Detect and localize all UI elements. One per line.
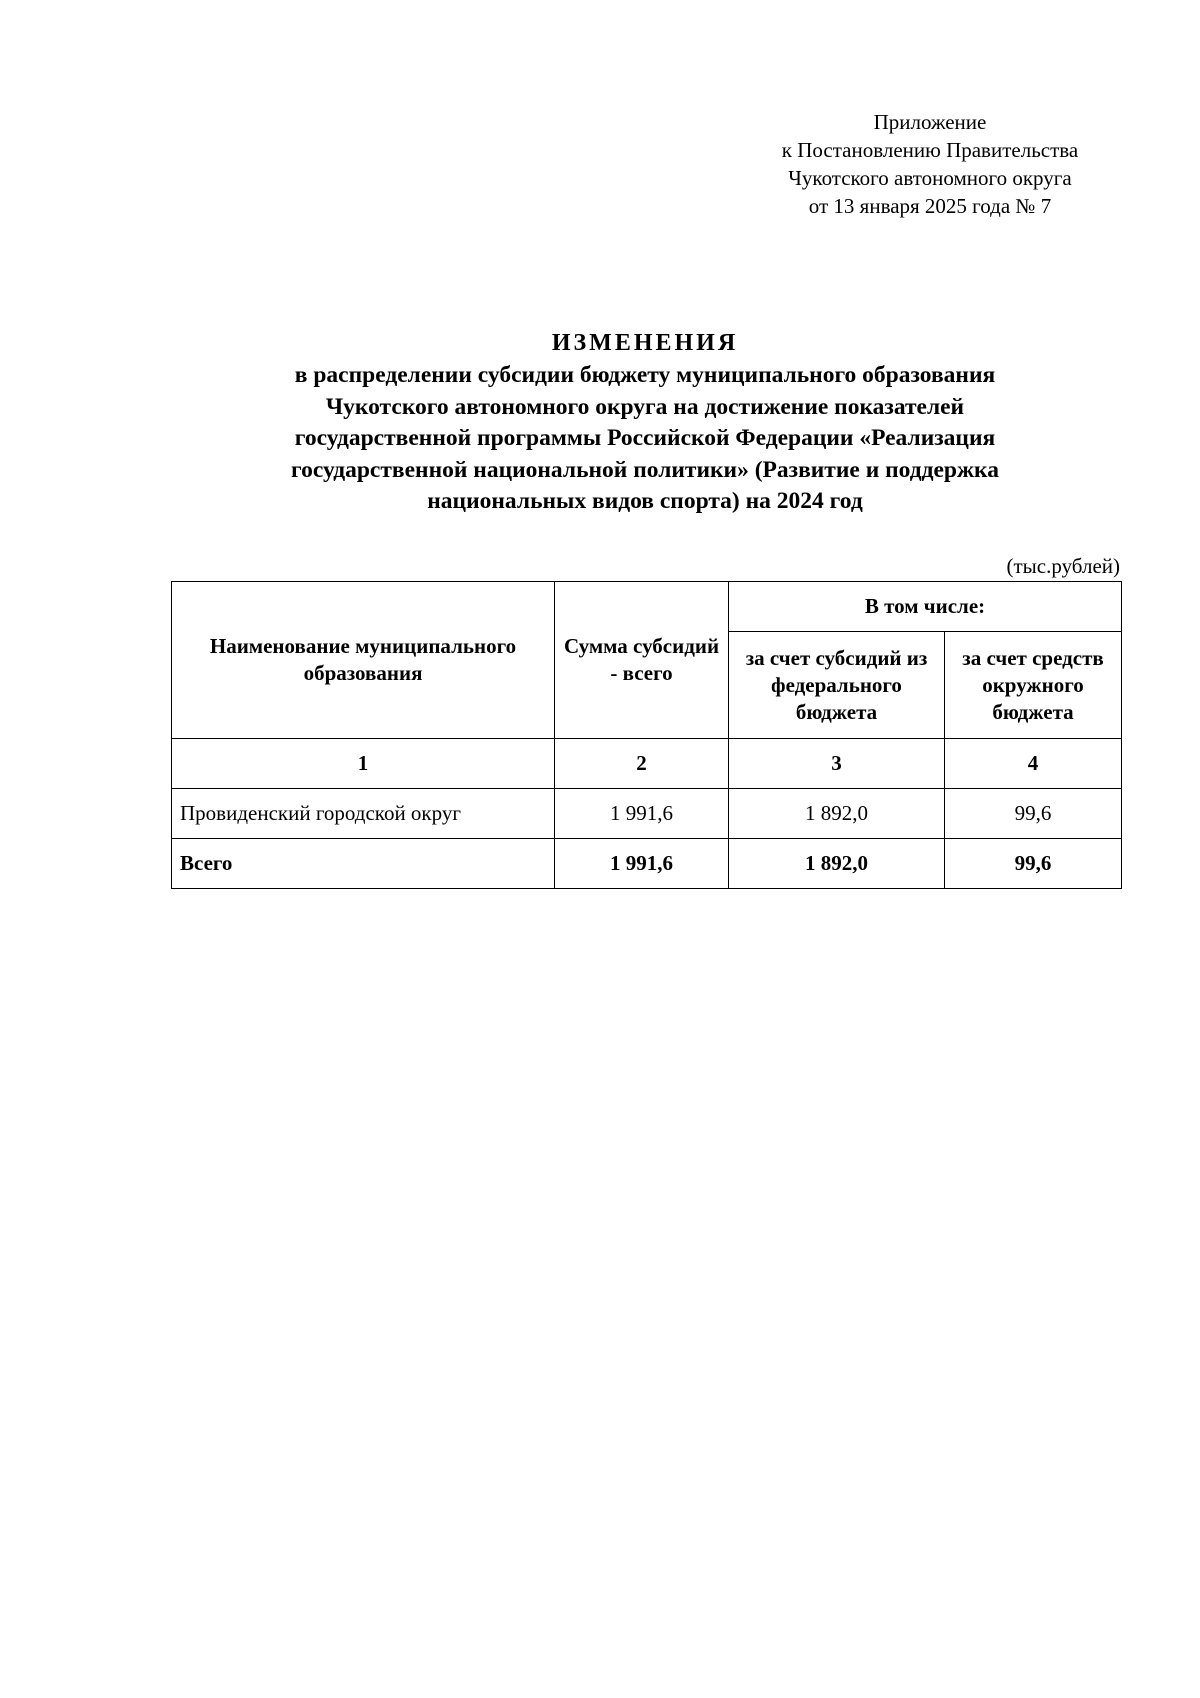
appendix-line: к Постановлению Правительства xyxy=(781,138,1079,162)
federal-value: 1 892,0 xyxy=(729,789,945,839)
total-row xyxy=(172,839,1122,889)
total-district: 99,6 xyxy=(945,839,1122,889)
header-row xyxy=(172,582,1122,632)
title-line: Чукотского автономного округа на достижение показателей xyxy=(325,393,965,420)
document-title xyxy=(170,326,1120,518)
column-number: 4 xyxy=(945,739,1122,789)
total-value: 1 991,6 xyxy=(555,789,729,839)
total-federal: 1 892,0 xyxy=(729,839,945,889)
appendix-header xyxy=(740,108,1120,220)
column-number-row xyxy=(172,739,1122,789)
header-federal: за счет субсидий из федерального бюджета xyxy=(729,632,945,739)
title-line: национальных видов спорта) на 2024 год xyxy=(427,488,863,514)
header-name: Наименование муниципального образования xyxy=(172,582,555,739)
appendix-line: Приложение xyxy=(873,110,987,134)
district-value: 99,6 xyxy=(945,789,1122,839)
title-line: государственной национальной политики» (Развитие и поддержка xyxy=(291,456,999,483)
header-district: за счет средств окружного бюджета xyxy=(945,632,1122,739)
subsidy-table xyxy=(171,581,1122,889)
table-row xyxy=(172,789,1122,839)
units-label: (тыс.рублей) xyxy=(1006,554,1120,578)
column-number: 2 xyxy=(555,739,729,789)
column-number: 3 xyxy=(729,739,945,789)
title-line: государственной программы Российской Федерации «Реализация xyxy=(294,425,996,451)
title-main: ИЗМЕНЕНИЯ xyxy=(551,330,739,356)
appendix-line: Чукотского автономного округа xyxy=(788,166,1072,190)
header-total: Сумма субсидий - всего xyxy=(555,582,729,739)
title-line: в распределении субсидии бюджету муниципального образования xyxy=(294,362,996,388)
municipality-name: Провиденский городской округ xyxy=(172,789,555,839)
total-label: Всего xyxy=(172,839,555,889)
column-number: 1 xyxy=(172,739,555,789)
header-including: В том числе: xyxy=(729,582,1122,632)
total-sum: 1 991,6 xyxy=(555,839,729,889)
appendix-line: от 13 января 2025 года № 7 xyxy=(808,194,1052,218)
